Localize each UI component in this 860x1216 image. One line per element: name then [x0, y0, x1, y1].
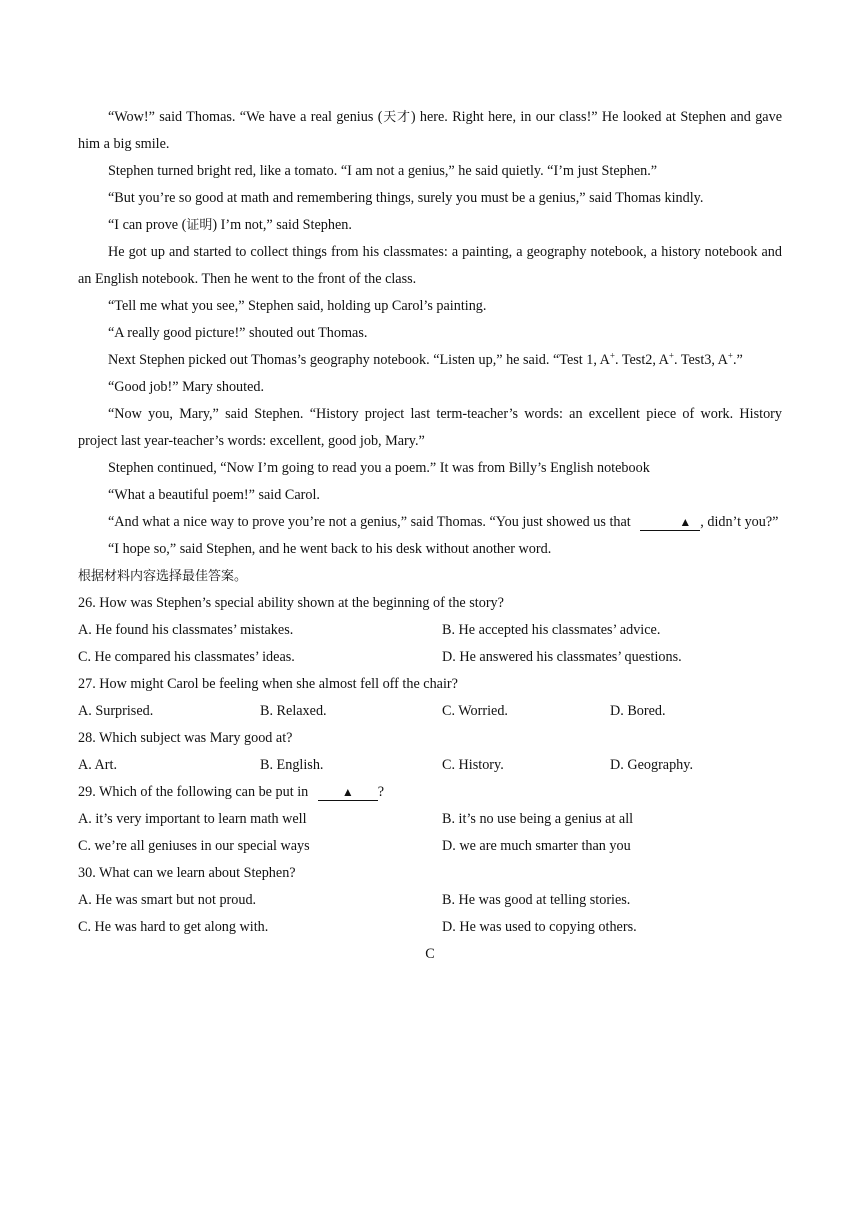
worksheet-page: [78, 104, 782, 968]
option-row: [78, 698, 782, 725]
gloss-genius: 天才: [382, 110, 411, 125]
passage-paragraph: “And what a nice way to prove you’re not a genius,” said Thomas. “You just showed us that ▲ , didn’t you?”: [108, 514, 779, 530]
passage-paragraph: “But you’re so good at math and remembering things, surely you must be a genius,” said Thomas kindly.: [108, 190, 704, 206]
answer-blank[interactable]: [318, 784, 378, 801]
option-b[interactable]: B. He was good at telling stories.: [442, 892, 631, 908]
option-d[interactable]: D. He was used to copying others.: [442, 919, 637, 935]
question-stem: 27. How might Carol be feeling when she almost fell off the chair?: [78, 676, 458, 692]
passage-paragraph: “Now you, Mary,” said Stephen. “History project last term-teacher’s words: an excellent piece of work. History project last year-teacher’s words: excellent, good job, Mary.”: [78, 406, 782, 449]
option-b[interactable]: B. Relaxed.: [260, 703, 327, 719]
answer-blank[interactable]: [640, 514, 700, 531]
option-d[interactable]: D. we are much smarter than you: [442, 838, 631, 854]
option-c[interactable]: C. History.: [442, 757, 504, 773]
passage-paragraph: “I can prove (证明) I’m not,” said Stephen.: [108, 217, 352, 233]
passage-paragraph: Stephen turned bright red, like a tomato. “I am not a genius,” he said quietly. “I’m just Stephen.”: [108, 163, 658, 179]
option-c[interactable]: C. we’re all geniuses in our special ways: [78, 838, 310, 854]
grade-plus: +: [609, 350, 615, 361]
option-b[interactable]: B. it’s no use being a genius at all: [442, 811, 634, 827]
question-stem: 28. Which subject was Mary good at?: [78, 730, 293, 746]
question-stem: 30. What can we learn about Stephen?: [78, 865, 296, 881]
passage-paragraph: He got up and started to collect things from his classmates: a painting, a geography notebook, a history notebook and an English notebook. Then he went to the front of the class.: [78, 244, 782, 287]
option-d[interactable]: D. Geography.: [610, 757, 693, 773]
option-row: [78, 914, 782, 941]
option-d[interactable]: D. He answered his classmates’ questions.: [442, 649, 682, 665]
passage-paragraph: “I hope so,” said Stephen, and he went back to his desk without another word.: [108, 541, 552, 557]
instruction-text: 根据材料内容选择最佳答案。: [78, 569, 248, 584]
option-a[interactable]: A. He found his classmates’ mistakes.: [78, 622, 294, 638]
passage-paragraph: “Good job!” Mary shouted.: [108, 379, 265, 395]
passage-paragraph: “Wow!” said Thomas. “We have a real genius (天才) here. Right here, in our class!” He looked at Stephen and gave him a big smile.: [78, 109, 782, 152]
passage-paragraph: Stephen continued, “Now I’m going to read you a poem.” It was from Billy’s English notebook: [108, 460, 650, 476]
passage-paragraph: “Tell me what you see,” Stephen said, holding up Carol’s painting.: [108, 298, 487, 314]
option-a[interactable]: A. He was smart but not proud.: [78, 892, 257, 908]
question-stem: 29. Which of the following can be put in ▲ ?: [78, 784, 385, 800]
option-row: [78, 644, 782, 671]
option-a[interactable]: A. it’s very important to learn math well: [78, 811, 307, 827]
option-a[interactable]: A. Art.: [78, 757, 118, 773]
option-row: [78, 833, 782, 860]
option-c[interactable]: C. Worried.: [442, 703, 508, 719]
passage-paragraph: Next Stephen picked out Thomas’s geography notebook. “Listen up,” he said. “Test 1, A+. Test2, A+. Test3, A+.”: [108, 350, 743, 368]
option-c[interactable]: C. He was hard to get along with.: [78, 919, 269, 935]
option-row: [78, 752, 782, 779]
triangle-marker-icon: ▲: [341, 785, 354, 799]
gloss-prove: 证明: [186, 218, 213, 233]
grade-plus: +: [727, 350, 733, 361]
question-stem: 26. How was Stephen’s special ability shown at the beginning of the story?: [78, 595, 504, 611]
passage-paragraph: “What a beautiful poem!” said Carol.: [108, 487, 320, 503]
grade-plus: +: [668, 350, 674, 361]
option-row: [78, 887, 782, 914]
passage-paragraph: “A really good picture!” shouted out Thomas.: [108, 325, 368, 341]
option-row: [78, 806, 782, 833]
option-a[interactable]: A. Surprised.: [78, 703, 154, 719]
option-row: [78, 617, 782, 644]
option-b[interactable]: B. English.: [260, 757, 324, 773]
option-d[interactable]: D. Bored.: [610, 703, 666, 719]
option-b[interactable]: B. He accepted his classmates’ advice.: [442, 622, 661, 638]
triangle-marker-icon: ▲: [679, 515, 692, 529]
section-heading: C: [425, 946, 435, 962]
option-c[interactable]: C. He compared his classmates’ ideas.: [78, 649, 295, 665]
